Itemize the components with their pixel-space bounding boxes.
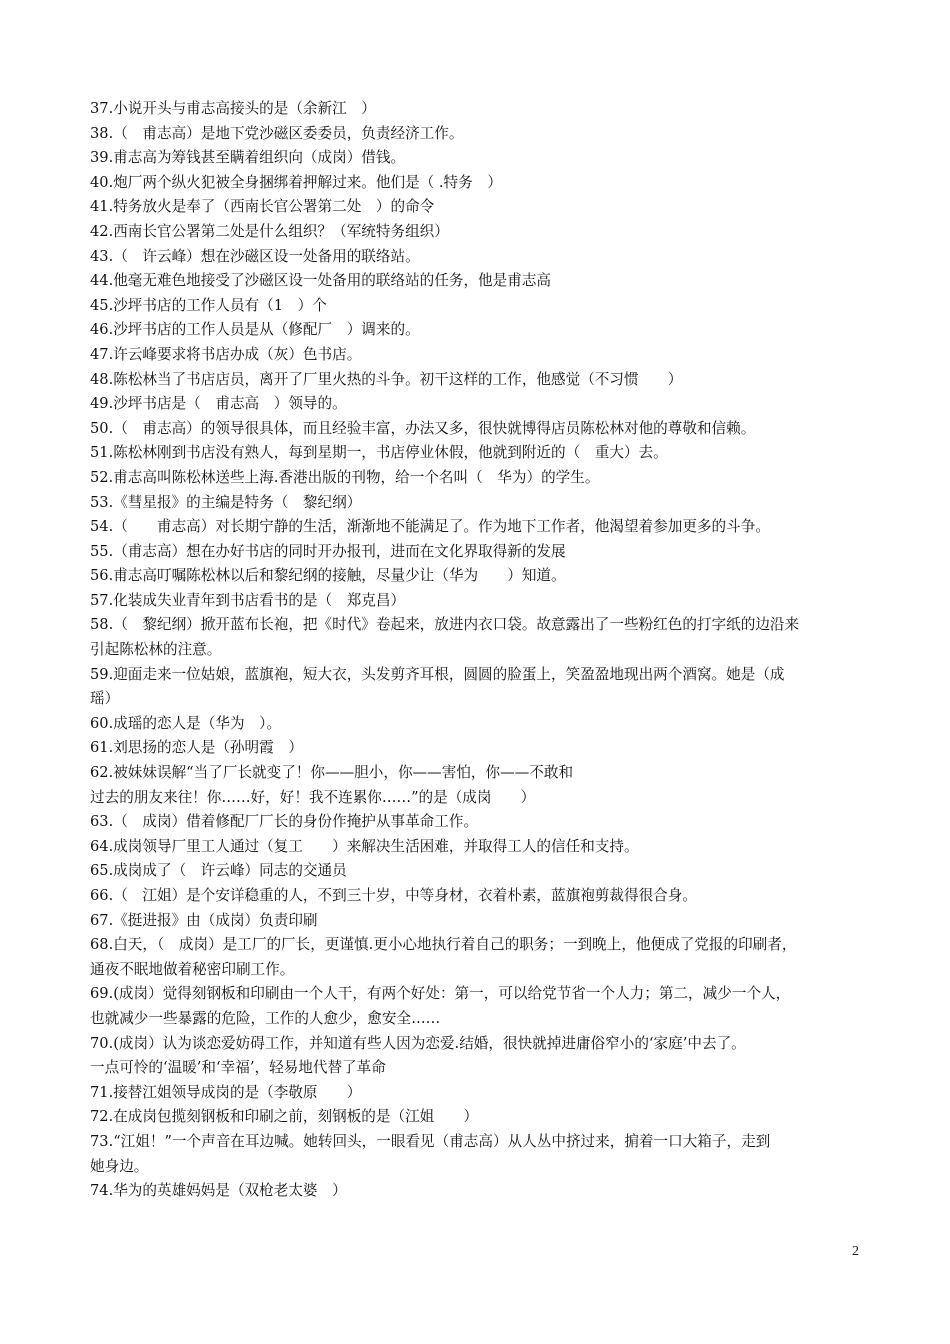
text-line: 49.沙坪书店是（ 甫志高 ）领导的。 [90, 395, 347, 413]
text-line: 66.（ 江姐）是个安详稳重的人，不到三十岁，中等身材，衣着朴素，蓝旗袍剪裁得很合身。 [90, 887, 697, 904]
text-line: 43.（ 许云峰）想在沙磁区设一处备用的联络站。 [90, 247, 420, 265]
text-line: 38.（ 甫志高）是地下党沙磁区委委员，负责经济工作。 [90, 124, 464, 142]
text-line: 42.西南长官公署第二处是什么组织？（军统特务组织） [90, 222, 449, 240]
text-line: 70.(成岗）认为谈恋爱妨碍工作，并知道有些人因为恋爱.结婚，很快就掉进庸俗窄小的‘家庭’中去了。 [90, 1034, 746, 1052]
text-line: 68.白天，（ 成岗）是工厂的厂长，更谨慎.更小心地执行着自己的职务；一到晚上，他便成了党报的印刷者， [90, 936, 797, 954]
text-line: 瑶） [90, 690, 120, 708]
text-line: 55.（甫志高）想在办好书店的同时开办报刊，进而在文化界取得新的发展 [90, 542, 566, 560]
text-line: 64.成岗领导厂里工人通过（复工 ）来解决生活困难，并取得工人的信任和支持。 [90, 837, 639, 855]
text-line: 59.迎面走来一位姑娘，蓝旗袍，短大衣，头发剪齐耳根，圆圆的脸蛋上，笑盈盈地现出两个酒窝。她是（成 [90, 665, 785, 683]
text-line: 44.他毫无难色地接受了沙磁区设一处备用的联络站的任务，他是甫志高 [90, 272, 552, 290]
text-line: 73.“江姐！”一个声音在耳边喊。她转回头，一眼看见（甫志高）从人丛中挤过来，掮着一口大箱子，走到 [90, 1132, 771, 1150]
text-line: 51.陈松林刚到书店没有熟人，每到星期一，书店停业休假，他就到附近的（ 重大）去。 [90, 444, 668, 462]
text-line: 56.甫志高叮嘱陈松林以后和黎纪纲的接触，尽量少让（华为 ）知道。 [90, 567, 566, 585]
text-line: 46.沙坪书店的工作人员是从（修配厂 ）调来的。 [90, 321, 420, 339]
text-line: 69.(成岗）觉得刻钢板和印刷由一个人干，有两个好处：第一，可以给党节省一个人力；第二，减少一个人， [90, 985, 791, 1003]
text-line: 58.（ 黎纪纲）掀开蓝布长袍，把《时代》卷起来，放进内衣口袋。故意露出了一些粉红色的打字纸的边沿来 [90, 616, 800, 634]
text-line: 61.刘思扬的恋人是（孙明霞 ） [90, 739, 303, 757]
text-line: 57.化装成失业青年到书店看书的是（ 郑克昌） [90, 591, 406, 609]
page-number: 2 [852, 1244, 859, 1259]
text-line: 41.特务放火是奉了（西南长官公署第二处 ）的命令 [90, 198, 435, 216]
text-line: 67.《挺进报》由（成岗）负责印刷 [90, 911, 318, 929]
text-line: 45.沙坪书店的工作人员有（1 ）个 [90, 296, 327, 314]
text-line: 74.华为的英雄妈妈是（双枪老太婆 ） [90, 1182, 347, 1200]
text-line: 63.（ 成岗）借着修配厂厂长的身份作掩护从事革命工作。 [90, 813, 479, 831]
text-line: 40.炮厂两个纵火犯被全身捆绑着押解过来。他们是（ .特务 ） [90, 173, 502, 191]
question-list [90, 97, 870, 1204]
text-line: 一点可怜的‘温暖’和‘幸福’，轻易地代替了革命 [90, 1059, 386, 1077]
text-line: 39.甫志高为筹钱甚至瞒着组织向（成岗）借钱。 [90, 149, 406, 167]
text-line: 65.成岗成了（ 许云峰）同志的交通员 [90, 862, 347, 880]
text-line: 72.在成岗包揽刻钢板和印刷之前，刻钢板的是（江姐 ） [90, 1108, 479, 1126]
text-line: 62.被妹妹误解“当了厂长就变了！你——胆小，你——害怕，你——不敢和 [90, 764, 574, 782]
text-line: 53.《彗星报》的主编是特务（ 黎纪纲） [90, 493, 362, 511]
text-line: 60.成瑶的恋人是（华为 ）。 [90, 714, 282, 732]
text-line: 50.（ 甫志高）的领导很具体，而且经验丰富，办法又多，很快就博得店员陈松林对他的尊敬和信赖。 [90, 419, 756, 437]
text-line: 她身边。 [90, 1157, 149, 1175]
text-line: 也就减少一些暴露的危险，工作的人愈少，愈安全…… [90, 1009, 441, 1027]
text-line: 通夜不眠地做着秘密印刷工作。 [90, 960, 295, 978]
text-line: 54.（ 甫志高）对长期宁静的生活，渐渐地不能满足了。作为地下工作者，他渴望着参加更多的斗争。 [90, 518, 770, 536]
text-line: 71.接替江姐领导成岗的是（李敬原 ） [90, 1083, 362, 1101]
text-line: 37.小说开头与甫志高接头的是（余新江 ） [90, 100, 376, 117]
text-line: 过去的朋友来往！你……好，好！我不连累你……”的是（成岗 ） [90, 788, 536, 806]
text-line: 48.陈松林当了书店店员，离开了厂里火热的斗争。初干这样的工作，他感觉（不习惯 ） [90, 370, 683, 388]
text-line: 47.许云峰要求将书店办成（灰）色书店。 [90, 345, 362, 363]
text-line: 引起陈松林的注意。 [90, 641, 222, 659]
text-line: 52.甫志高叫陈松林送些上海.香港出版的刊物，给一个名叫（ 华为）的学生。 [90, 468, 600, 486]
